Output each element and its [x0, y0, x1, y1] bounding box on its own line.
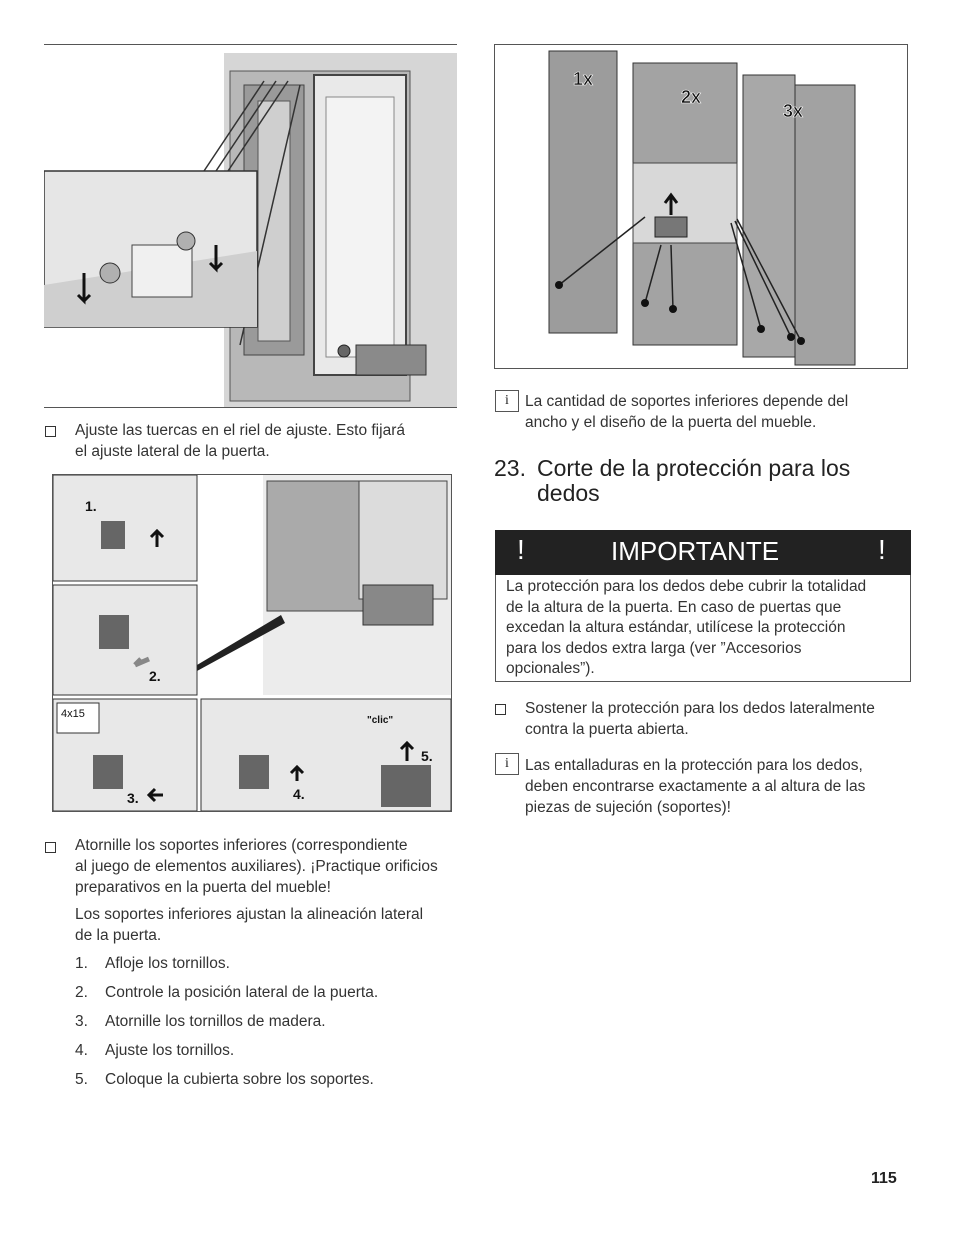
section-number: 23.	[494, 455, 526, 481]
page-number: 115	[871, 1170, 897, 1187]
section-title-line2: dedos	[537, 480, 600, 506]
important-line: excedan la altura estándar, utilícese la protección	[506, 619, 846, 636]
fig2-label-3: 3.	[127, 790, 139, 806]
size-label-2x: 2x	[681, 87, 702, 107]
list-item-text: Atornille los tornillos de madera.	[105, 1013, 326, 1030]
step-adjust-line: el ajuste lateral de la puerta.	[75, 443, 270, 460]
list-item	[75, 982, 465, 1011]
important-line: de la altura de la puerta. En caso de puertas que	[506, 598, 842, 616]
step-hold-line: contra la puerta abierta.	[525, 721, 689, 738]
important-header	[495, 530, 911, 575]
important-line: opcionales”).	[506, 660, 595, 677]
important-mark-left: !	[517, 534, 525, 565]
important-body	[495, 575, 911, 682]
info-supports-line: La cantidad de soportes inferiores depende del	[525, 393, 849, 410]
info-notches-line: Las entalladuras en la protección para los dedos,	[525, 757, 863, 774]
numbered-steps-list	[75, 953, 465, 1098]
checkbox-icon	[45, 426, 56, 437]
step-hold-line: Sostener la protección para los dedos lateralmente	[525, 700, 875, 717]
important-line: para los dedos extra larga (ver ”Accesorios	[506, 639, 802, 657]
step-screw-line: preparativos en la puerta del mueble!	[75, 879, 331, 896]
note-supports-line: de la puerta.	[75, 927, 162, 944]
size-label-1x: 1x	[573, 69, 594, 89]
important-line: La protección para los dedos debe cubrir la totalidad	[506, 578, 867, 595]
figure-finger-guard-sizes	[494, 44, 908, 369]
note-supports-line: Los soportes inferiores ajustan la alineación lateral	[75, 906, 424, 923]
note-supports-text	[75, 904, 465, 946]
list-item-number: 3.	[75, 1013, 88, 1030]
section-title-line1: Corte de la protección para los	[537, 455, 851, 481]
clic-label: "clic"	[367, 715, 394, 726]
info-notches-text	[525, 755, 915, 818]
checkbox-icon	[495, 704, 506, 715]
list-item	[75, 953, 465, 982]
list-item-number: 5.	[75, 1071, 88, 1088]
list-item-number: 2.	[75, 984, 88, 1001]
list-item-number: 1.	[75, 955, 88, 972]
important-title: IMPORTANTE	[611, 536, 780, 566]
step-screw-text	[75, 835, 465, 898]
step-screw-line: al juego de elementos auxiliares). ¡Practique orificios	[75, 858, 438, 875]
lower-supports-illustration	[53, 475, 451, 811]
figure-hinge-adjust	[44, 44, 457, 408]
list-item	[75, 1011, 465, 1040]
list-item	[75, 1040, 465, 1069]
important-text	[496, 575, 910, 680]
fig2-label-4: 4.	[293, 786, 305, 802]
info-icon: i	[495, 753, 519, 775]
screw-size-label: 4x15	[61, 708, 85, 720]
info-supports-text	[525, 391, 915, 433]
info-icon: i	[495, 390, 519, 412]
step-hold-text	[525, 698, 915, 740]
list-item-text: Afloje los tornillos.	[105, 955, 230, 972]
fig2-label-1: 1.	[85, 498, 97, 514]
step-adjust-line: Ajuste las tuercas en el riel de ajuste. Esto fijará	[75, 422, 405, 439]
hinge-adjust-illustration	[44, 45, 457, 407]
fig2-label-2: 2.	[149, 668, 161, 684]
info-notches-line: piezas de sujeción (soportes)!	[525, 799, 731, 816]
checkbox-icon	[45, 842, 56, 853]
list-item-text: Controle la posición lateral de la puerta.	[105, 984, 379, 1001]
finger-guard-illustration	[495, 45, 907, 368]
important-mark-right: !	[878, 534, 886, 565]
step-screw-line: Atornille los soportes inferiores (correspondiente	[75, 837, 408, 854]
fig2-label-5: 5.	[421, 748, 433, 764]
size-label-3x: 3x	[783, 101, 804, 121]
list-item	[75, 1069, 465, 1098]
list-item-text: Coloque la cubierta sobre los soportes.	[105, 1071, 374, 1088]
step-adjust-text	[75, 420, 460, 462]
list-item-number: 4.	[75, 1042, 88, 1059]
list-item-text: Ajuste los tornillos.	[105, 1042, 235, 1059]
info-notches-line: deben encontrarse exactamente a al altura de las	[525, 778, 866, 795]
figure-lower-supports	[52, 474, 452, 812]
info-supports-line: ancho y el diseño de la puerta del mueble.	[525, 414, 817, 431]
